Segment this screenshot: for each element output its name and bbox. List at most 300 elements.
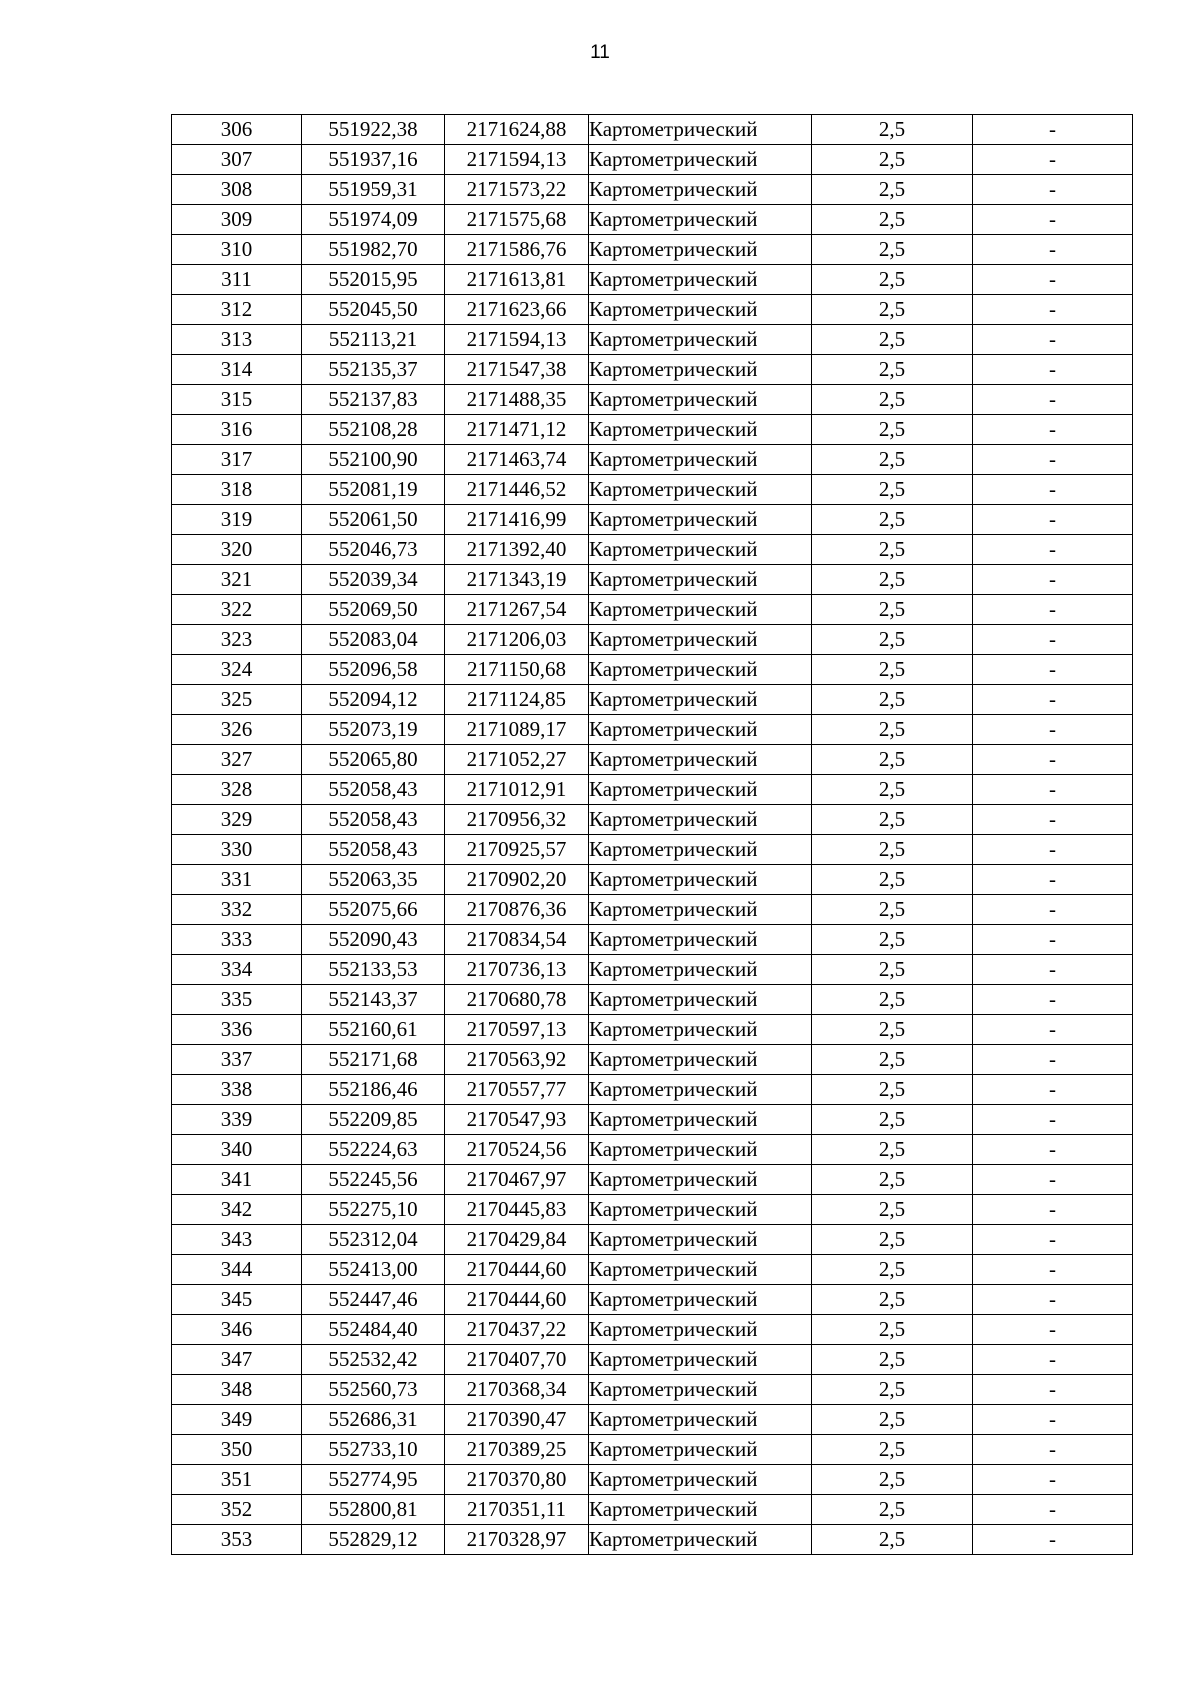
coordinates-table-body	[172, 115, 1133, 1555]
description-cell: -	[973, 1165, 1133, 1195]
table-row	[172, 565, 1133, 595]
point-number-cell: 333	[172, 925, 302, 955]
table-row	[172, 715, 1133, 745]
coordinate-y-cell: 2171446,52	[445, 475, 589, 505]
coordinate-y-cell: 2171267,54	[445, 595, 589, 625]
method-cell: Картометрический	[589, 955, 812, 985]
coordinate-x-cell: 552058,43	[302, 835, 445, 865]
table-row	[172, 865, 1133, 895]
accuracy-cell: 2,5	[812, 1165, 973, 1195]
coordinate-y-cell: 2170876,36	[445, 895, 589, 925]
point-number-cell: 338	[172, 1075, 302, 1105]
coordinate-x-cell: 552560,73	[302, 1375, 445, 1405]
coordinate-x-cell: 551974,09	[302, 205, 445, 235]
point-number-cell: 306	[172, 115, 302, 145]
description-cell: -	[973, 1435, 1133, 1465]
coordinate-y-cell: 2170524,56	[445, 1135, 589, 1165]
point-number-cell: 320	[172, 535, 302, 565]
description-cell: -	[973, 1285, 1133, 1315]
point-number-cell: 345	[172, 1285, 302, 1315]
description-cell: -	[973, 145, 1133, 175]
table-row	[172, 145, 1133, 175]
coordinate-y-cell: 2170680,78	[445, 985, 589, 1015]
coordinate-x-cell: 551937,16	[302, 145, 445, 175]
coordinate-x-cell: 552058,43	[302, 775, 445, 805]
method-cell: Картометрический	[589, 925, 812, 955]
accuracy-cell: 2,5	[812, 565, 973, 595]
accuracy-cell: 2,5	[812, 655, 973, 685]
accuracy-cell: 2,5	[812, 685, 973, 715]
description-cell: -	[973, 505, 1133, 535]
accuracy-cell: 2,5	[812, 865, 973, 895]
table-row	[172, 775, 1133, 805]
method-cell: Картометрический	[589, 235, 812, 265]
coordinate-x-cell: 552094,12	[302, 685, 445, 715]
method-cell: Картометрический	[589, 895, 812, 925]
coordinate-x-cell: 552065,80	[302, 745, 445, 775]
method-cell: Картометрический	[589, 475, 812, 505]
description-cell: -	[973, 1135, 1133, 1165]
description-cell: -	[973, 1315, 1133, 1345]
coordinate-x-cell: 552137,83	[302, 385, 445, 415]
point-number-cell: 329	[172, 805, 302, 835]
accuracy-cell: 2,5	[812, 1525, 973, 1555]
table-row	[172, 265, 1133, 295]
description-cell: -	[973, 985, 1133, 1015]
description-cell: -	[973, 1375, 1133, 1405]
point-number-cell: 308	[172, 175, 302, 205]
coordinate-y-cell: 2170925,57	[445, 835, 589, 865]
description-cell: -	[973, 445, 1133, 475]
accuracy-cell: 2,5	[812, 1045, 973, 1075]
method-cell: Картометрический	[589, 1135, 812, 1165]
table-row	[172, 1405, 1133, 1435]
point-number-cell: 343	[172, 1225, 302, 1255]
coordinate-x-cell: 552108,28	[302, 415, 445, 445]
point-number-cell: 324	[172, 655, 302, 685]
point-number-cell: 341	[172, 1165, 302, 1195]
description-cell: -	[973, 1465, 1133, 1495]
coordinate-x-cell: 552135,37	[302, 355, 445, 385]
coordinate-x-cell: 552186,46	[302, 1075, 445, 1105]
accuracy-cell: 2,5	[812, 1075, 973, 1105]
coordinate-y-cell: 2170444,60	[445, 1255, 589, 1285]
coordinate-y-cell: 2170834,54	[445, 925, 589, 955]
table-row	[172, 1495, 1133, 1525]
coordinate-x-cell: 552083,04	[302, 625, 445, 655]
coordinate-x-cell: 552046,73	[302, 535, 445, 565]
accuracy-cell: 2,5	[812, 1465, 973, 1495]
coordinate-x-cell: 552312,04	[302, 1225, 445, 1255]
coordinate-y-cell: 2171623,66	[445, 295, 589, 325]
coordinate-x-cell: 552100,90	[302, 445, 445, 475]
description-cell: -	[973, 745, 1133, 775]
table-row	[172, 505, 1133, 535]
coordinate-y-cell: 2170902,20	[445, 865, 589, 895]
coordinate-x-cell: 552800,81	[302, 1495, 445, 1525]
accuracy-cell: 2,5	[812, 745, 973, 775]
method-cell: Картометрический	[589, 1225, 812, 1255]
accuracy-cell: 2,5	[812, 1285, 973, 1315]
coordinate-y-cell: 2170328,97	[445, 1525, 589, 1555]
table-row	[172, 295, 1133, 325]
accuracy-cell: 2,5	[812, 1375, 973, 1405]
coordinate-x-cell: 552447,46	[302, 1285, 445, 1315]
table-row	[172, 1345, 1133, 1375]
coordinate-x-cell: 552686,31	[302, 1405, 445, 1435]
point-number-cell: 346	[172, 1315, 302, 1345]
coordinate-y-cell: 2171547,38	[445, 355, 589, 385]
description-cell: -	[973, 775, 1133, 805]
accuracy-cell: 2,5	[812, 475, 973, 505]
point-number-cell: 331	[172, 865, 302, 895]
accuracy-cell: 2,5	[812, 325, 973, 355]
accuracy-cell: 2,5	[812, 535, 973, 565]
coordinate-y-cell: 2170437,22	[445, 1315, 589, 1345]
coordinate-x-cell: 552061,50	[302, 505, 445, 535]
description-cell: -	[973, 325, 1133, 355]
table-row	[172, 385, 1133, 415]
coordinate-y-cell: 2170736,13	[445, 955, 589, 985]
table-row	[172, 805, 1133, 835]
method-cell: Картометрический	[589, 565, 812, 595]
point-number-cell: 322	[172, 595, 302, 625]
table-row	[172, 235, 1133, 265]
accuracy-cell: 2,5	[812, 925, 973, 955]
table-row	[172, 1075, 1133, 1105]
description-cell: -	[973, 865, 1133, 895]
accuracy-cell: 2,5	[812, 265, 973, 295]
point-number-cell: 344	[172, 1255, 302, 1285]
point-number-cell: 312	[172, 295, 302, 325]
accuracy-cell: 2,5	[812, 355, 973, 385]
point-number-cell: 332	[172, 895, 302, 925]
description-cell: -	[973, 415, 1133, 445]
coordinate-y-cell: 2171573,22	[445, 175, 589, 205]
coordinate-x-cell: 552039,34	[302, 565, 445, 595]
coordinate-x-cell: 552245,56	[302, 1165, 445, 1195]
coordinate-x-cell: 552058,43	[302, 805, 445, 835]
accuracy-cell: 2,5	[812, 145, 973, 175]
point-number-cell: 326	[172, 715, 302, 745]
point-number-cell: 314	[172, 355, 302, 385]
description-cell: -	[973, 715, 1133, 745]
coordinate-y-cell: 2171471,12	[445, 415, 589, 445]
coordinate-y-cell: 2171012,91	[445, 775, 589, 805]
point-number-cell: 318	[172, 475, 302, 505]
description-cell: -	[973, 475, 1133, 505]
accuracy-cell: 2,5	[812, 1135, 973, 1165]
table-row	[172, 625, 1133, 655]
point-number-cell: 330	[172, 835, 302, 865]
accuracy-cell: 2,5	[812, 415, 973, 445]
coordinate-y-cell: 2170956,32	[445, 805, 589, 835]
point-number-cell: 342	[172, 1195, 302, 1225]
coordinate-x-cell: 552090,43	[302, 925, 445, 955]
method-cell: Картометрический	[589, 415, 812, 445]
coordinate-y-cell: 2171488,35	[445, 385, 589, 415]
coordinate-y-cell: 2171594,13	[445, 325, 589, 355]
coordinate-x-cell: 552133,53	[302, 955, 445, 985]
coordinate-x-cell: 552075,66	[302, 895, 445, 925]
coordinate-x-cell: 552073,19	[302, 715, 445, 745]
method-cell: Картометрический	[589, 325, 812, 355]
point-number-cell: 352	[172, 1495, 302, 1525]
method-cell: Картометрический	[589, 865, 812, 895]
coordinate-y-cell: 2171206,03	[445, 625, 589, 655]
table-row	[172, 985, 1133, 1015]
table-row	[172, 535, 1133, 565]
coordinate-x-cell: 552143,37	[302, 985, 445, 1015]
description-cell: -	[973, 955, 1133, 985]
description-cell: -	[973, 205, 1133, 235]
method-cell: Картометрический	[589, 745, 812, 775]
point-number-cell: 309	[172, 205, 302, 235]
coordinate-y-cell: 2171416,99	[445, 505, 589, 535]
method-cell: Картометрический	[589, 1195, 812, 1225]
description-cell: -	[973, 1225, 1133, 1255]
method-cell: Картометрический	[589, 625, 812, 655]
description-cell: -	[973, 1495, 1133, 1525]
coordinate-x-cell: 551959,31	[302, 175, 445, 205]
accuracy-cell: 2,5	[812, 595, 973, 625]
description-cell: -	[973, 835, 1133, 865]
point-number-cell: 353	[172, 1525, 302, 1555]
accuracy-cell: 2,5	[812, 775, 973, 805]
coordinate-x-cell: 551922,38	[302, 115, 445, 145]
description-cell: -	[973, 1345, 1133, 1375]
coordinate-y-cell: 2171343,19	[445, 565, 589, 595]
method-cell: Картометрический	[589, 1255, 812, 1285]
method-cell: Картометрический	[589, 775, 812, 805]
coordinate-x-cell: 552069,50	[302, 595, 445, 625]
accuracy-cell: 2,5	[812, 385, 973, 415]
accuracy-cell: 2,5	[812, 1105, 973, 1135]
table-row	[172, 475, 1133, 505]
coordinate-y-cell: 2170370,80	[445, 1465, 589, 1495]
point-number-cell: 321	[172, 565, 302, 595]
table-row	[172, 445, 1133, 475]
point-number-cell: 316	[172, 415, 302, 445]
coordinate-y-cell: 2171613,81	[445, 265, 589, 295]
description-cell: -	[973, 1405, 1133, 1435]
coordinate-y-cell: 2170390,47	[445, 1405, 589, 1435]
accuracy-cell: 2,5	[812, 115, 973, 145]
description-cell: -	[973, 265, 1133, 295]
point-number-cell: 328	[172, 775, 302, 805]
description-cell: -	[973, 895, 1133, 925]
table-row	[172, 355, 1133, 385]
coordinate-x-cell: 552063,35	[302, 865, 445, 895]
method-cell: Картометрический	[589, 715, 812, 745]
description-cell: -	[973, 1075, 1133, 1105]
coordinate-x-cell: 552160,61	[302, 1015, 445, 1045]
coordinate-x-cell: 552484,40	[302, 1315, 445, 1345]
accuracy-cell: 2,5	[812, 805, 973, 835]
point-number-cell: 315	[172, 385, 302, 415]
description-cell: -	[973, 805, 1133, 835]
table-row	[172, 1165, 1133, 1195]
table-row	[172, 1015, 1133, 1045]
description-cell: -	[973, 355, 1133, 385]
accuracy-cell: 2,5	[812, 1225, 973, 1255]
coordinate-x-cell: 552113,21	[302, 325, 445, 355]
table-row	[172, 415, 1133, 445]
accuracy-cell: 2,5	[812, 1435, 973, 1465]
coordinate-x-cell: 552209,85	[302, 1105, 445, 1135]
method-cell: Картометрический	[589, 1015, 812, 1045]
description-cell: -	[973, 175, 1133, 205]
description-cell: -	[973, 115, 1133, 145]
point-number-cell: 351	[172, 1465, 302, 1495]
table-row	[172, 1525, 1133, 1555]
accuracy-cell: 2,5	[812, 1495, 973, 1525]
point-number-cell: 339	[172, 1105, 302, 1135]
point-number-cell: 350	[172, 1435, 302, 1465]
coordinate-y-cell: 2171575,68	[445, 205, 589, 235]
method-cell: Картометрический	[589, 385, 812, 415]
description-cell: -	[973, 1525, 1133, 1555]
description-cell: -	[973, 625, 1133, 655]
description-cell: -	[973, 385, 1133, 415]
point-number-cell: 340	[172, 1135, 302, 1165]
coordinate-x-cell: 552733,10	[302, 1435, 445, 1465]
description-cell: -	[973, 595, 1133, 625]
point-number-cell: 310	[172, 235, 302, 265]
description-cell: -	[973, 1015, 1133, 1045]
coordinate-x-cell: 551982,70	[302, 235, 445, 265]
accuracy-cell: 2,5	[812, 1405, 973, 1435]
table-row	[172, 1315, 1133, 1345]
point-number-cell: 336	[172, 1015, 302, 1045]
method-cell: Картометрический	[589, 295, 812, 325]
accuracy-cell: 2,5	[812, 505, 973, 535]
coordinate-y-cell: 2170368,34	[445, 1375, 589, 1405]
point-number-cell: 317	[172, 445, 302, 475]
table-row	[172, 955, 1133, 985]
coordinate-y-cell: 2170557,77	[445, 1075, 589, 1105]
coordinate-x-cell: 552096,58	[302, 655, 445, 685]
coordinate-y-cell: 2171624,88	[445, 115, 589, 145]
coordinate-y-cell: 2171124,85	[445, 685, 589, 715]
method-cell: Картометрический	[589, 355, 812, 385]
method-cell: Картометрический	[589, 1345, 812, 1375]
coordinate-x-cell: 552224,63	[302, 1135, 445, 1165]
coordinate-y-cell: 2171586,76	[445, 235, 589, 265]
table-row	[172, 205, 1133, 235]
point-number-cell: 307	[172, 145, 302, 175]
description-cell: -	[973, 565, 1133, 595]
coordinate-y-cell: 2170444,60	[445, 1285, 589, 1315]
method-cell: Картометрический	[589, 595, 812, 625]
method-cell: Картометрический	[589, 115, 812, 145]
coordinate-y-cell: 2170407,70	[445, 1345, 589, 1375]
method-cell: Картометрический	[589, 1435, 812, 1465]
page-number: 11	[590, 42, 610, 63]
coordinate-y-cell: 2170445,83	[445, 1195, 589, 1225]
coordinate-y-cell: 2171150,68	[445, 655, 589, 685]
table-row	[172, 1285, 1133, 1315]
coordinate-y-cell: 2171089,17	[445, 715, 589, 745]
coordinates-table	[171, 114, 1133, 1555]
method-cell: Картометрический	[589, 1405, 812, 1435]
coordinate-y-cell: 2171594,13	[445, 145, 589, 175]
point-number-cell: 337	[172, 1045, 302, 1075]
method-cell: Картометрический	[589, 805, 812, 835]
accuracy-cell: 2,5	[812, 1345, 973, 1375]
accuracy-cell: 2,5	[812, 175, 973, 205]
table-row	[172, 175, 1133, 205]
coordinate-y-cell: 2170429,84	[445, 1225, 589, 1255]
method-cell: Картометрический	[589, 205, 812, 235]
accuracy-cell: 2,5	[812, 235, 973, 265]
point-number-cell: 334	[172, 955, 302, 985]
description-cell: -	[973, 1105, 1133, 1135]
table-row	[172, 1105, 1133, 1135]
coordinate-y-cell: 2170351,11	[445, 1495, 589, 1525]
method-cell: Картометрический	[589, 145, 812, 175]
table-row	[172, 1045, 1133, 1075]
method-cell: Картометрический	[589, 535, 812, 565]
table-row	[172, 325, 1133, 355]
coordinate-x-cell: 552829,12	[302, 1525, 445, 1555]
coordinate-y-cell: 2171052,27	[445, 745, 589, 775]
point-number-cell: 313	[172, 325, 302, 355]
accuracy-cell: 2,5	[812, 1315, 973, 1345]
table-row	[172, 1375, 1133, 1405]
table-row	[172, 595, 1133, 625]
method-cell: Картометрический	[589, 1165, 812, 1195]
coordinate-x-cell: 552015,95	[302, 265, 445, 295]
table-row	[172, 115, 1133, 145]
description-cell: -	[973, 295, 1133, 325]
table-row	[172, 685, 1133, 715]
method-cell: Картометрический	[589, 685, 812, 715]
accuracy-cell: 2,5	[812, 1015, 973, 1045]
table-row	[172, 1255, 1133, 1285]
coordinate-y-cell: 2170389,25	[445, 1435, 589, 1465]
coordinate-x-cell: 552532,42	[302, 1345, 445, 1375]
method-cell: Картометрический	[589, 265, 812, 295]
table-row	[172, 1135, 1133, 1165]
table-row	[172, 1435, 1133, 1465]
table-row	[172, 1195, 1133, 1225]
point-number-cell: 327	[172, 745, 302, 775]
description-cell: -	[973, 1195, 1133, 1225]
accuracy-cell: 2,5	[812, 985, 973, 1015]
coordinate-y-cell: 2171392,40	[445, 535, 589, 565]
method-cell: Картометрический	[589, 175, 812, 205]
description-cell: -	[973, 655, 1133, 685]
method-cell: Картометрический	[589, 985, 812, 1015]
coordinate-x-cell: 552275,10	[302, 1195, 445, 1225]
accuracy-cell: 2,5	[812, 715, 973, 745]
accuracy-cell: 2,5	[812, 445, 973, 475]
method-cell: Картометрический	[589, 1075, 812, 1105]
description-cell: -	[973, 685, 1133, 715]
table-row	[172, 1465, 1133, 1495]
accuracy-cell: 2,5	[812, 1255, 973, 1285]
description-cell: -	[973, 235, 1133, 265]
coordinate-y-cell: 2170597,13	[445, 1015, 589, 1045]
coordinate-y-cell: 2171463,74	[445, 445, 589, 475]
accuracy-cell: 2,5	[812, 835, 973, 865]
method-cell: Картометрический	[589, 1525, 812, 1555]
table-row	[172, 655, 1133, 685]
point-number-cell: 348	[172, 1375, 302, 1405]
point-number-cell: 349	[172, 1405, 302, 1435]
method-cell: Картометрический	[589, 445, 812, 475]
